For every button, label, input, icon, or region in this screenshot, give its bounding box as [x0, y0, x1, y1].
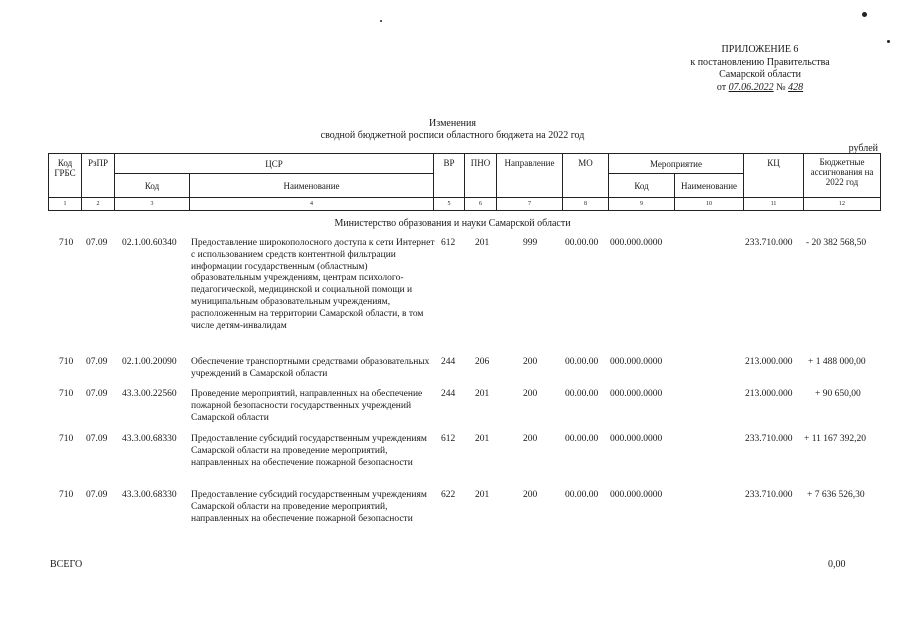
appendix-number: 428 [788, 81, 804, 93]
row-event-code: 000.000.0000 [610, 490, 663, 500]
row-kc: 213.000.000 [745, 357, 793, 367]
row-name: Проведение мероприятий, направленных на обеспечение пожарной безопасности государственных учреждений Самарской области [191, 389, 423, 423]
row-direction: 200 [523, 389, 538, 399]
row-amount: - 20 382 568,50 [806, 238, 867, 248]
header-vr: ВР [434, 154, 465, 198]
column-number: 5 [434, 198, 465, 211]
row-grbs: 710 [59, 357, 74, 367]
row-grbs: 710 [59, 434, 74, 444]
row-event-code: 000.000.0000 [610, 389, 663, 399]
header-csr-code: Код [115, 174, 190, 198]
units-label: рублей [848, 143, 878, 154]
row-kc: 213.000.000 [745, 389, 793, 399]
column-number: 11 [744, 198, 804, 211]
row-rzpr: 07.09 [86, 389, 108, 399]
column-number: 10 [675, 198, 744, 211]
row-direction: 200 [523, 490, 538, 500]
row-vr: 612 [441, 238, 456, 248]
row-vr: 244 [441, 389, 456, 399]
row-amount: + 7 636 526,30 [807, 490, 865, 500]
row-pno: 201 [475, 389, 490, 399]
column-number: 2 [82, 198, 115, 211]
column-number: 3 [115, 198, 190, 211]
row-csr-code: 43.3.00.68330 [122, 434, 177, 444]
row-csr-code: 43.3.00.68330 [122, 490, 177, 500]
row-grbs: 710 [59, 238, 74, 248]
header-pno: ПНО [465, 154, 497, 198]
document-subtitle: сводной бюджетной росписи областного бюджета на 2022 год [320, 130, 585, 141]
column-number: 1 [49, 198, 82, 211]
total-value: 0,00 [828, 559, 846, 570]
header-table [48, 153, 881, 211]
appendix-title: ПРИЛОЖЕНИЕ 6 [721, 44, 799, 55]
row-name: Обеспечение транспортными средствами образовательных учреждений в Самарской области [191, 357, 430, 379]
row-vr: 244 [441, 357, 456, 367]
row-grbs: 710 [59, 389, 74, 399]
row-grbs: 710 [59, 490, 74, 500]
row-pno: 206 [475, 357, 490, 367]
row-name: Предоставление субсидий государственным учреждениям Самарской области на проведение мероприятий, направленных на обеспечение пожарной безопасности [191, 434, 427, 468]
header-rzpr: РзПР [82, 154, 115, 198]
header-kc: КЦ [744, 154, 804, 198]
header-event: Мероприятие [609, 154, 744, 174]
row-mo: 00.00.00 [565, 357, 599, 367]
row-csr-code: 43.3.00.22560 [122, 389, 177, 399]
column-number: 8 [563, 198, 609, 211]
row-csr-code: 02.1.00.60340 [122, 238, 177, 248]
row-kc: 233.710.000 [745, 490, 793, 500]
row-direction: 999 [523, 238, 538, 248]
row-name: Предоставление широкополосного доступа к сети Интернет с использованием средств контентной фильтрации информации государственным (областным) образовательным учреждениям, центрам психолого-педагогической, медицинской и социальной помощи и муниципальным образовательным учреждениям, расположенным на территории Самарской области, в том числе детям-инвалидам [191, 238, 435, 331]
header-direction: Направление [497, 154, 563, 198]
row-rzpr: 07.09 [86, 238, 108, 248]
row-csr-code: 02.1.00.20090 [122, 357, 177, 367]
header-csr: ЦСР [115, 154, 434, 174]
row-vr: 622 [441, 490, 456, 500]
row-event-code: 000.000.0000 [610, 357, 663, 367]
row-rzpr: 07.09 [86, 434, 108, 444]
row-pno: 201 [475, 434, 490, 444]
row-event-code: 000.000.0000 [610, 238, 663, 248]
row-mo: 00.00.00 [565, 434, 599, 444]
row-pno: 201 [475, 490, 490, 500]
appendix-date-line: от 07.06.2022 № 428 [716, 81, 804, 93]
header-event-name: Наименование [675, 174, 744, 198]
row-mo: 00.00.00 [565, 389, 599, 399]
column-number: 6 [465, 198, 497, 211]
header-mo: МО [563, 154, 609, 198]
row-rzpr: 07.09 [86, 490, 108, 500]
row-pno: 201 [475, 238, 490, 248]
column-number: 12 [804, 198, 881, 211]
row-direction: 200 [523, 357, 538, 367]
row-amount: + 1 488 000,00 [808, 357, 866, 367]
row-vr: 612 [441, 434, 456, 444]
ministry-heading: Министерство образования и науки Самарской области [334, 218, 571, 229]
total-label: ВСЕГО [50, 559, 83, 570]
header-event-code: Код [609, 174, 675, 198]
header-grbs: Код ГРБС [49, 154, 82, 198]
row-direction: 200 [523, 434, 538, 444]
column-number: 7 [497, 198, 563, 211]
row-amount: + 90 650,00 [815, 389, 861, 399]
row-name: Предоставление субсидий государственным учреждениям Самарской области на проведение мероприятий, направленных на обеспечение пожарной безопасности [191, 490, 427, 524]
appendix-subtitle: к постановлению Правительства [690, 56, 830, 68]
column-number: 9 [609, 198, 675, 211]
appendix-region: Самарской области [719, 69, 801, 80]
header-budget: Бюджетные ассигнования на 2022 год [804, 154, 881, 198]
column-number: 4 [190, 198, 434, 211]
row-kc: 233.710.000 [745, 238, 793, 248]
row-mo: 00.00.00 [565, 490, 599, 500]
appendix-block [660, 44, 860, 94]
document-title: Изменения [429, 118, 476, 129]
appendix-date: 07.06.2022 [728, 81, 774, 93]
header-csr-name: Наименование [190, 174, 434, 198]
scan-speck [380, 20, 382, 22]
scan-speck [862, 12, 867, 17]
row-rzpr: 07.09 [86, 357, 108, 367]
row-kc: 233.710.000 [745, 434, 793, 444]
scan-speck [887, 40, 890, 43]
row-amount: + 11 167 392,20 [804, 434, 867, 444]
row-event-code: 000.000.0000 [610, 434, 663, 444]
row-mo: 00.00.00 [565, 238, 599, 248]
